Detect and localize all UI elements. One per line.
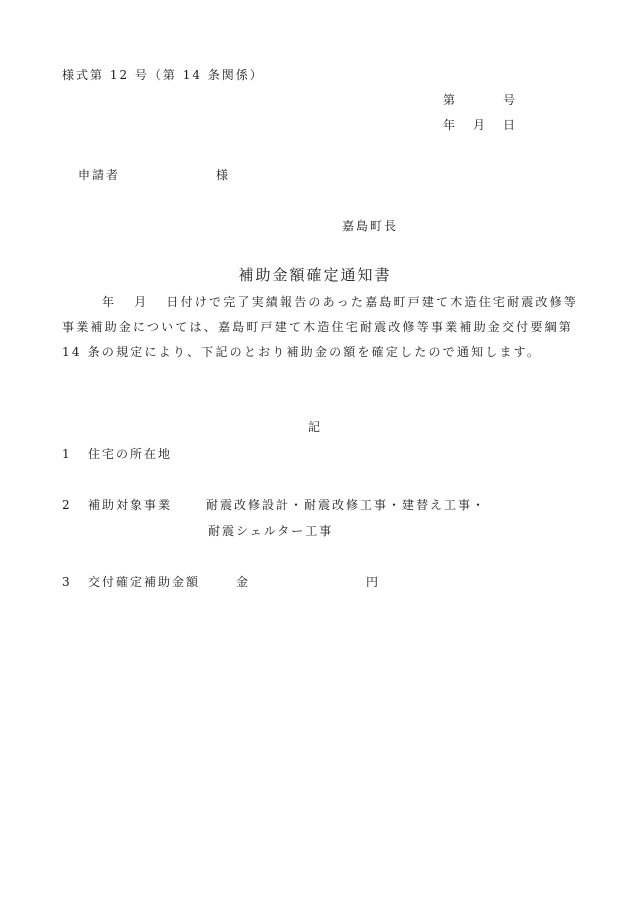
item-value-line2: 耐震シェルター工事 xyxy=(208,524,334,538)
item-label: 交付確定補助金額 xyxy=(88,575,201,589)
item-value-line1: 耐震改修設計・耐震改修工事・建替え工事・ xyxy=(206,498,487,512)
applicant-line xyxy=(78,166,230,183)
item-number: 2 xyxy=(62,498,72,512)
item-subsidy-amount xyxy=(62,573,380,590)
item-label: 住宅の所在地 xyxy=(88,447,173,461)
body-month: 月 xyxy=(134,295,149,309)
document-number-suffix: 号 xyxy=(503,93,518,107)
item-address xyxy=(62,445,172,462)
document-number-prefix: 第 xyxy=(443,93,458,107)
ki-heading: 記 xyxy=(307,420,322,434)
body-paragraph xyxy=(62,290,582,365)
applicant-label: 申請者 xyxy=(78,168,121,182)
item-project-type xyxy=(62,496,486,513)
item-number: 1 xyxy=(62,447,72,461)
form-number: 様式第 12 号（第 14 条関係） xyxy=(62,68,264,82)
date-year: 年 xyxy=(443,118,458,132)
applicant-honorific: 様 xyxy=(216,168,231,182)
item-label: 補助対象事業 xyxy=(88,498,173,512)
item-number: 3 xyxy=(62,575,72,589)
issuer: 嘉島町長 xyxy=(342,219,399,233)
amount-suffix: 円 xyxy=(366,575,381,589)
document-title: 補助金額確定通知書 xyxy=(238,266,392,284)
body-year: 年 xyxy=(102,295,117,309)
document-number xyxy=(443,91,517,108)
body-text: 日付けで完了実績報告のあった嘉島町戸建て木造住宅耐震改修等事業補助金については、嘉島町戸建て木造住宅耐震改修等事業補助金交付要綱第 14 条の規定により、下記のとおり補助金の額を確定したので通知します。 xyxy=(62,295,579,359)
date-month: 月 xyxy=(473,118,488,132)
date-day: 日 xyxy=(503,118,518,132)
document-date xyxy=(443,116,517,133)
amount-prefix: 金 xyxy=(236,575,251,589)
